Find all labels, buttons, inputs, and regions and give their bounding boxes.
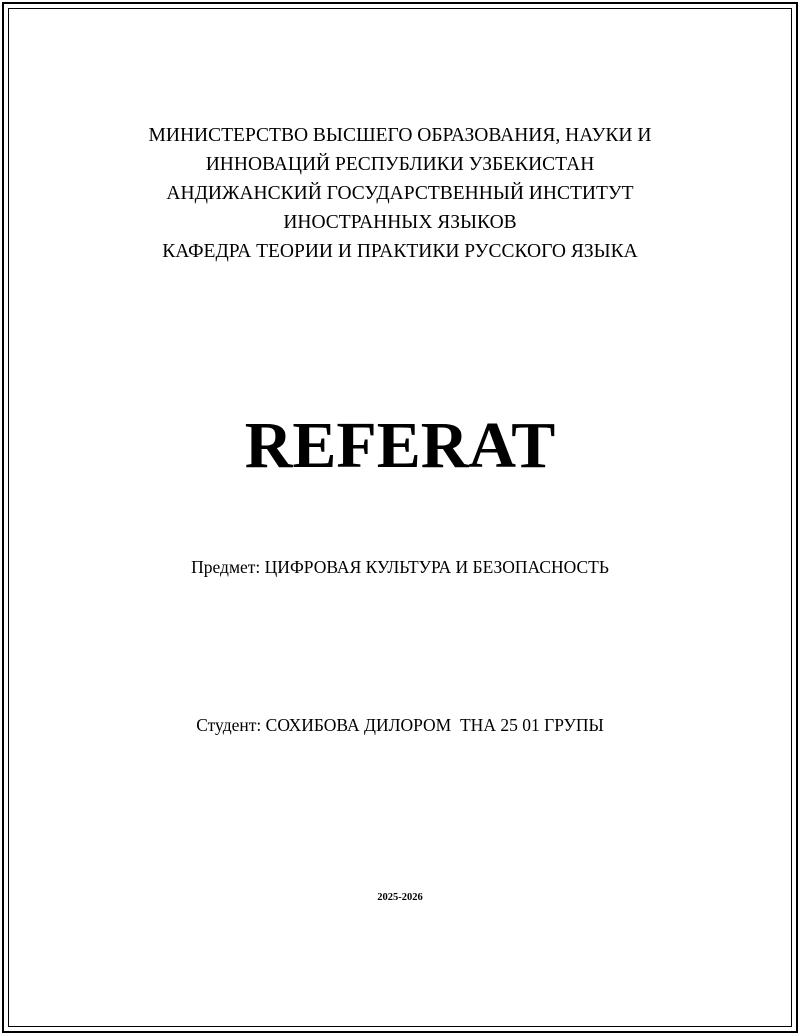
header-line-languages: ИНОСТРАННЫХ ЯЗЫКОВ: [283, 212, 517, 233]
subject-value: ЦИФРОВАЯ КУЛЬТУРА И БЕЗОПАСНОСТЬ: [264, 557, 609, 577]
header-line-department: КАФЕДРА ТЕОРИИ И ПРАКТИКИ РУССКОГО ЯЗЫКА: [162, 241, 638, 262]
document-title: REFERAT: [244, 409, 556, 482]
header-line-institute: АНДИЖАНСКИЙ ГОСУДАРСТВЕННЫЙ ИНСТИТУТ: [166, 183, 634, 204]
institution-header: [0, 121, 800, 266]
header-line-ministry: МИНИСТЕРСТВО ВЫСШЕГО ОБРАЗОВАНИЯ, НАУКИ И: [148, 125, 652, 146]
student-line: [0, 713, 800, 737]
subject-line: [0, 555, 800, 579]
student-value: СОХИБОВА ДИЛОРОМ ТНА 25 01 ГРУПЫ: [265, 715, 604, 735]
student-label: Студент:: [196, 715, 262, 735]
academic-year: 2025-2026: [377, 892, 423, 903]
subject-label: Предмет:: [191, 557, 261, 577]
header-line-innovations: ИННОВАЦИЙ РЕСПУБЛИКИ УЗБЕКИСТАН: [205, 154, 595, 175]
